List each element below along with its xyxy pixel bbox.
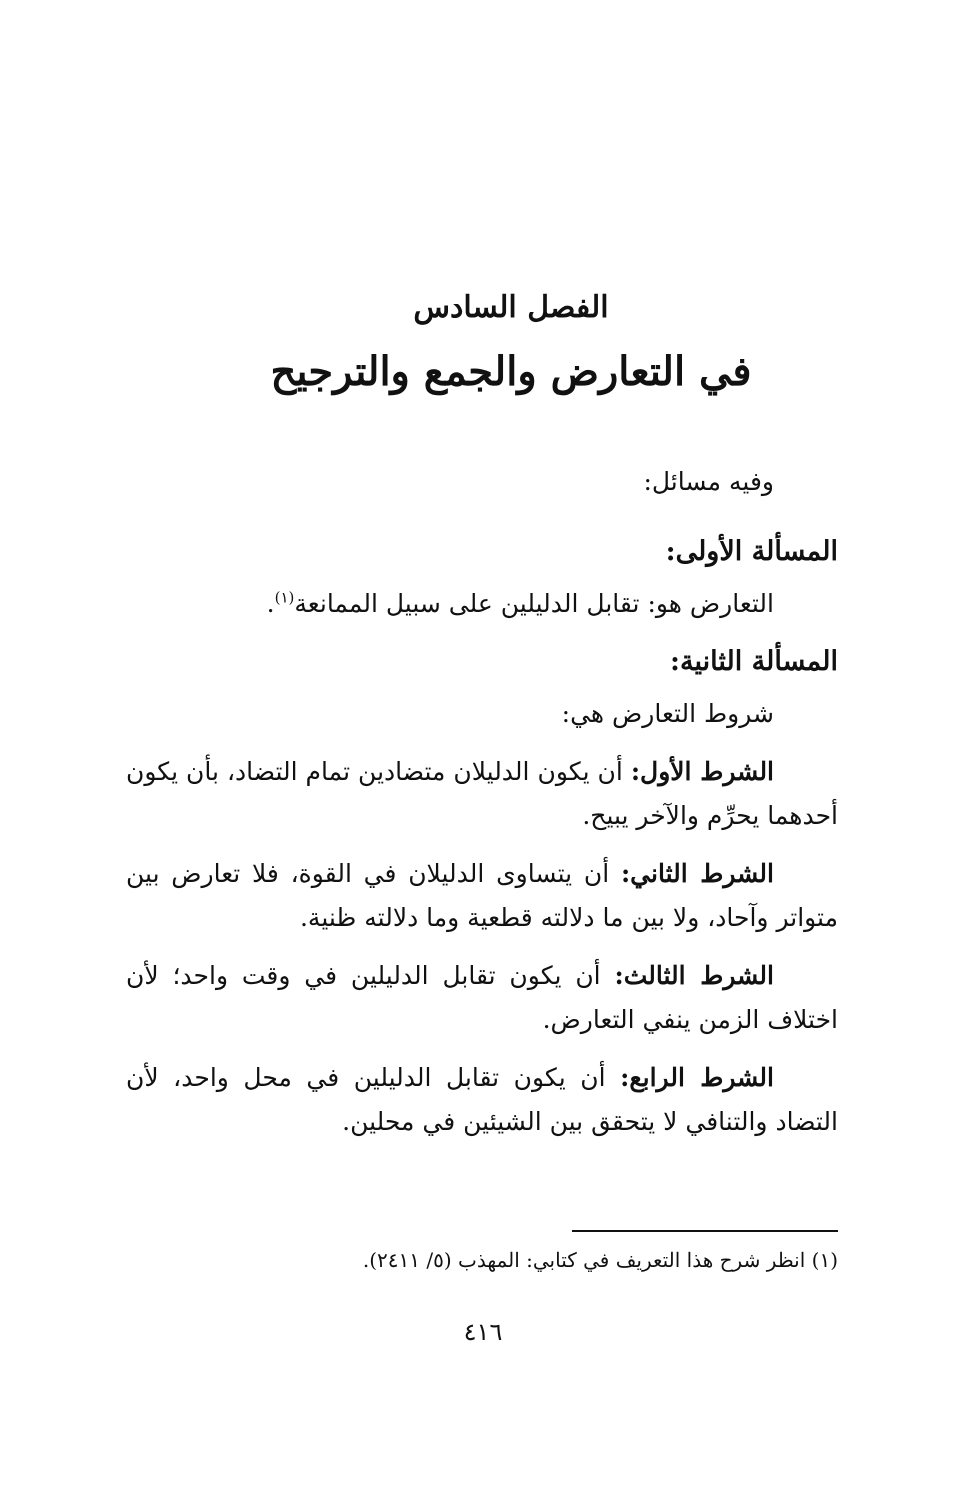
condition-4-label: الشرط الرابع:: [620, 1063, 774, 1092]
condition-3: [126, 954, 838, 1042]
masala-1-heading: المسألة الأولى:: [665, 536, 838, 567]
condition-2-text: أن يتساوى الدليلان في القوة، فلا تعارض بين متواتر وآحاد، ولا بين ما دلالته قطعية وما دلالته ظنية.: [126, 859, 838, 932]
footnote-divider: [572, 1230, 838, 1232]
condition-3-label: الشرط الثالث:: [614, 961, 774, 990]
masala-2-heading: المسألة الثانية:: [670, 646, 838, 677]
footnote: (١) انظر شرح هذا التعريف في كتابي: المهذب (٥/ ٢٤١١).: [362, 1248, 838, 1272]
intro-line: وفيه مسائل:: [643, 467, 774, 496]
page-body: [126, 460, 838, 1158]
condition-1: [126, 750, 838, 838]
footnote-ref[interactable]: (١): [274, 588, 295, 607]
page-number: ٤١٦: [463, 1318, 503, 1346]
masala-2-text: شروط التعارض هي:: [561, 699, 774, 728]
definition-end: .: [266, 589, 275, 618]
definition-text: التعارض هو: تقابل الدليلين على سبيل الممانعة: [294, 589, 774, 618]
condition-2-label: الشرط الثاني:: [620, 859, 774, 888]
condition-1-text: أن يكون الدليلان متضادين تمام التضاد، بأن يكون أحدهما يحرِّم والآخر يبيح.: [126, 757, 838, 830]
condition-4-text: أن يكون تقابل الدليلين في محل واحد، لأن التضاد والتنافي لا يتحقق بين الشيئين في محلين.: [126, 1063, 838, 1136]
condition-3-text: أن يكون تقابل الدليلين في وقت واحد؛ لأن اختلاف الزمن ينفي التعارض.: [126, 961, 838, 1034]
condition-4: [126, 1056, 838, 1144]
condition-1-label: الشرط الأول:: [630, 757, 775, 786]
chapter-label: الفصل السادس: [413, 290, 609, 325]
masala-1-text: [126, 582, 838, 626]
condition-2: [126, 852, 838, 940]
chapter-title: في التعارض والجمع والترجيح: [270, 348, 752, 395]
